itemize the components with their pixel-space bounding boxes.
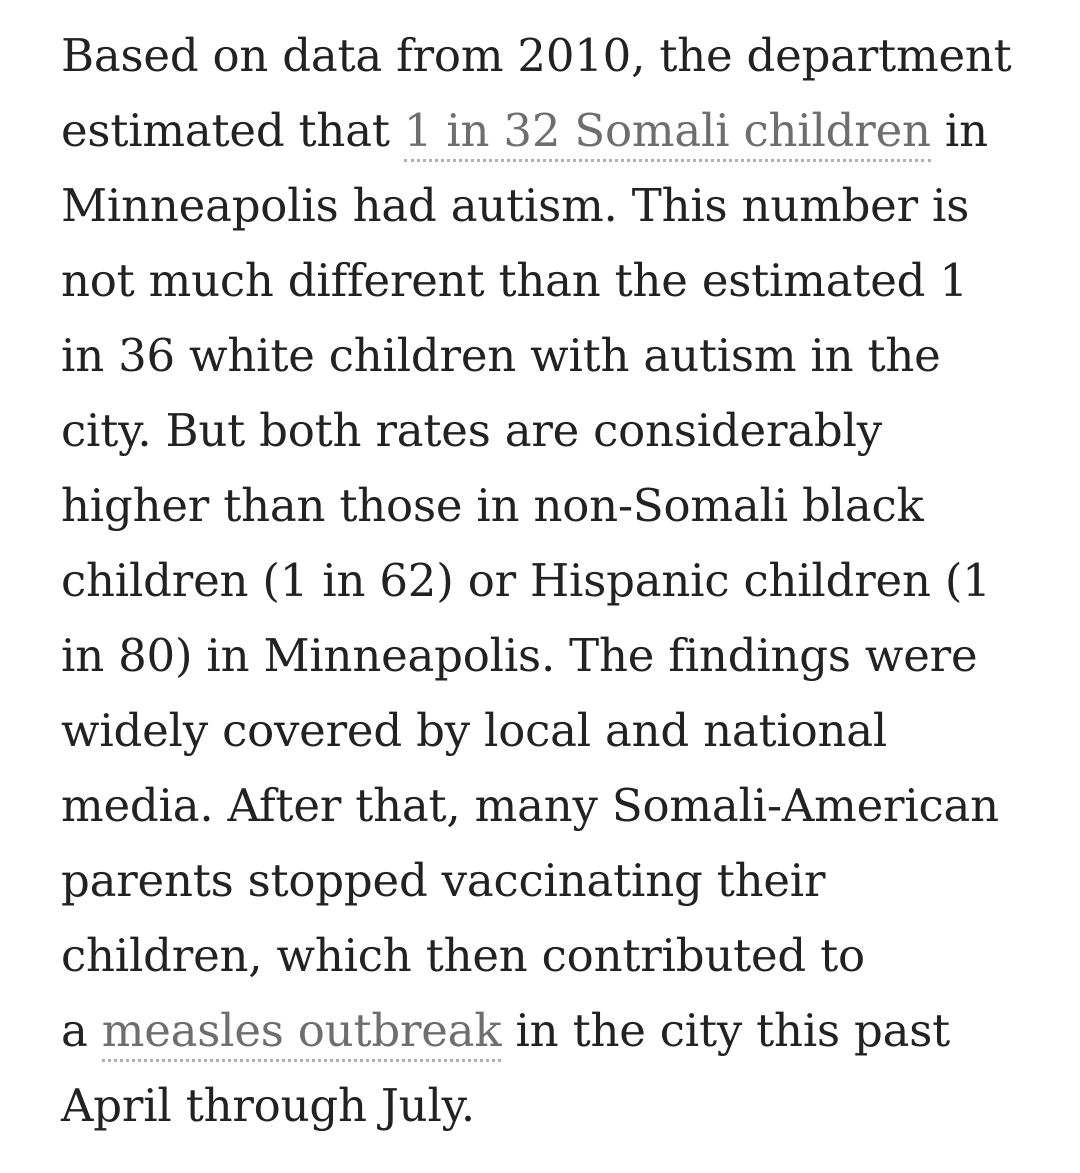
text-line xyxy=(61,243,1021,318)
text-line xyxy=(61,468,1021,543)
text-line xyxy=(61,993,1021,1068)
line-text: parents stopped vaccinating their xyxy=(61,854,826,907)
line-text: higher than those in non-Somali black xyxy=(61,479,924,532)
line-text: in the city this past xyxy=(501,1004,951,1057)
text-line xyxy=(61,168,1021,243)
line-text: a xyxy=(61,1004,102,1057)
line-text: children, which then contributed to xyxy=(61,929,865,982)
line-text: in 80) in Minneapolis. The findings were xyxy=(61,629,978,682)
line-text: widely covered by local and national xyxy=(61,704,888,757)
text-line xyxy=(61,18,1021,93)
line-text: April through July. xyxy=(61,1079,476,1132)
text-line xyxy=(61,393,1021,468)
text-line xyxy=(61,843,1021,918)
text-line xyxy=(61,1068,1021,1143)
link-somali-children-rate[interactable]: 1 in 32 Somali children xyxy=(404,104,931,162)
line-text: in 36 white children with autism in the xyxy=(61,329,941,382)
line-text: estimated that xyxy=(61,104,404,157)
line-text: in xyxy=(930,104,988,157)
article-paragraph xyxy=(61,18,1021,1143)
text-line xyxy=(61,918,1021,993)
line-text: Based on data from 2010, the department xyxy=(61,29,1012,82)
line-text: not much different than the estimated 1 xyxy=(61,254,968,307)
line-text: media. After that, many Somali-American xyxy=(61,779,999,832)
link-measles-outbreak[interactable]: measles outbreak xyxy=(102,1004,502,1062)
text-line xyxy=(61,618,1021,693)
text-line xyxy=(61,768,1021,843)
line-text: city. But both rates are considerably xyxy=(61,404,882,457)
text-line xyxy=(61,93,1021,168)
text-line xyxy=(61,693,1021,768)
text-line xyxy=(61,318,1021,393)
line-text: Minneapolis had autism. This number is xyxy=(61,179,970,232)
line-text: children (1 in 62) or Hispanic children (1 xyxy=(61,554,991,607)
text-line xyxy=(61,543,1021,618)
